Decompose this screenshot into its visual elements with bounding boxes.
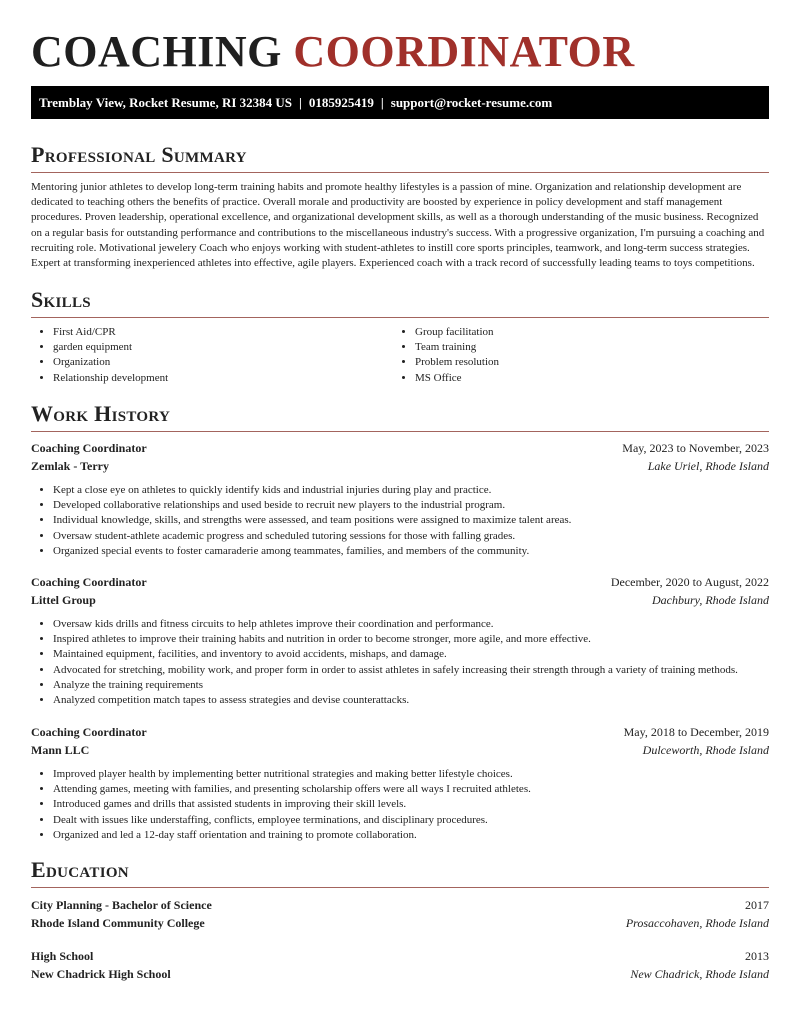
skill-item: • Group facilitation — [415, 325, 755, 340]
job-role: Coaching Coordinator — [31, 575, 147, 589]
job-dates: May, 2023 to November, 2023 — [622, 441, 769, 455]
job-bullet: • Inspired athletes to improve their training habits and nutrition in order to become stronger, more agile, and more effective. — [53, 632, 769, 647]
skills-column-left — [31, 325, 393, 386]
job-location: Lake Uriel, Rhode Island — [647, 458, 769, 473]
job-company-row — [31, 458, 769, 476]
education-year: 2017 — [745, 898, 769, 912]
section-divider — [31, 317, 769, 318]
contact-email: support@rocket-resume.com — [390, 95, 553, 110]
section-title-skills: Skills — [31, 287, 91, 312]
section-divider — [31, 887, 769, 888]
job-dates: May, 2018 to December, 2019 — [623, 725, 769, 739]
resume-name — [31, 28, 769, 76]
education-degree: City Planning - Bachelor of Science — [31, 898, 212, 912]
job-entry — [31, 574, 769, 708]
work-history-section — [31, 401, 769, 432]
job-company: Zemlak - Terry — [31, 458, 109, 473]
job-company: Mann LLC — [31, 742, 90, 757]
job-company-row — [31, 742, 769, 760]
job-bullet: • Individual knowledge, skills, and strengths were assessed, and team positions were assigned to maximize talent areas. — [53, 513, 769, 528]
job-bullets — [31, 617, 769, 708]
job-location: Dulceworth, Rhode Island — [642, 742, 769, 757]
job-bullet: • Maintained equipment, facilities, and inventory to avoid accidents, mishaps, and damage. — [53, 647, 769, 662]
name-first: COACHING — [31, 27, 282, 76]
skill-item: • garden equipment — [53, 340, 393, 355]
contact-separator: | — [299, 95, 302, 110]
job-bullet: • Organized special events to foster camaraderie among teammates, families, and members of the community. — [53, 544, 769, 559]
job-bullet: • Advocated for stretching, mobility work, and proper form in order to assist athletes in safely increasing their strength through a variety of training methods. — [53, 663, 769, 678]
job-location: Dachbury, Rhode Island — [652, 592, 769, 607]
skills-list-right — [393, 325, 755, 386]
education-school-row — [31, 966, 769, 984]
job-bullet: • Oversaw student-athlete academic progress and scheduled tutoring sessions for those with falling grades. — [53, 529, 769, 544]
job-bullet: • Organized and led a 12-day staff orientation and training to promote collaboration. — [53, 828, 769, 843]
skill-item: • Organization — [53, 355, 393, 370]
name-last: COORDINATOR — [293, 27, 635, 76]
job-entry — [31, 724, 769, 843]
contact-separator: | — [380, 95, 384, 110]
job-bullet: • Oversaw kids drills and fitness circuits to help athletes improve their coordination and performance. — [53, 617, 769, 632]
education-school-row — [31, 915, 769, 933]
contact-phone: 0185925419 — [308, 95, 374, 110]
education-school: Rhode Island Community College — [31, 915, 205, 930]
education-header-row — [31, 948, 769, 966]
skills-columns — [31, 325, 769, 386]
education-school: New Chadrick High School — [31, 966, 171, 981]
skill-item: • Problem resolution — [415, 355, 755, 370]
summary-section — [31, 142, 769, 271]
job-role: Coaching Coordinator — [31, 441, 147, 455]
job-bullet: • Dealt with issues like understaffing, conflicts, employee terminations, and disciplinary procedures. — [53, 813, 769, 828]
job-bullet: • Analyze the training requirements — [53, 678, 769, 693]
education-entry — [31, 948, 769, 983]
education-degree: High School — [31, 949, 94, 963]
job-header-row — [31, 574, 769, 592]
job-bullet: • Analyzed competition match tapes to assess strategies and devise counterattacks. — [53, 693, 769, 708]
job-bullets — [31, 483, 769, 559]
skills-list-left — [31, 325, 393, 386]
job-entry — [31, 440, 769, 559]
job-header-row — [31, 724, 769, 742]
section-title-work: Work History — [31, 401, 171, 426]
education-year: 2013 — [745, 949, 769, 963]
job-role: Coaching Coordinator — [31, 725, 147, 739]
skills-column-right — [393, 325, 755, 386]
job-bullet: • Kept a close eye on athletes to quickly identify kids and industrial injuries during play and practice. — [53, 483, 769, 498]
skill-item: • Team training — [415, 340, 755, 355]
job-bullets — [31, 767, 769, 843]
education-section — [31, 857, 769, 888]
education-location: New Chadrick, Rhode Island — [630, 966, 769, 981]
education-header-row — [31, 897, 769, 915]
job-bullet: • Introduced games and drills that assisted students in improving their skill levels. — [53, 797, 769, 812]
contact-bar — [31, 86, 769, 119]
section-title-education: Education — [31, 857, 129, 882]
skills-section — [31, 287, 769, 386]
skill-item: • First Aid/CPR — [53, 325, 393, 340]
education-location: Prosaccohaven, Rhode Island — [625, 915, 769, 930]
job-header-row — [31, 440, 769, 458]
summary-text: Mentoring junior athletes to develop long-term training habits and promote healthy lifestyles is a passion of mine. Organization and relationship development are dedicated to teaching others the benefits of practice. Overall morale and productivity are boosted by experience in policy development and staff management procedures. Proven leadership, operational excellence, and organizational development skills, as well as a thorough understanding of the music business. Recognized on a regular basis for outstanding performance and contributions to the miscellaneous industry's success. With a progressive organization, I'm pursuing a coaching and recruiting role. Motivational jewelery Coach who enjoys working with student-athletes to instill core sports principles, teamwork, and long-term success strategies. Expert at transforming inexperienced athletes into effective, agile players. Experienced coach with a track record of successfully leading teams to toys competitions. — [31, 181, 765, 270]
contact-address: Tremblay View, Rocket Resume, RI 32384 US — [39, 95, 293, 110]
skill-item: • Relationship development — [53, 371, 393, 386]
job-bullet: • Attending games, meeting with families, and presenting scholarship offers were all ways I recruited athletes. — [53, 782, 769, 797]
section-divider — [31, 431, 769, 432]
job-bullet: • Improved player health by implementing better nutritional strategies and making better lifestyle choices. — [53, 767, 769, 782]
job-dates: December, 2020 to August, 2022 — [610, 575, 769, 589]
section-divider — [31, 172, 769, 173]
education-entry — [31, 897, 769, 932]
job-bullet: • Developed collaborative relationships and used beside to recruit new players to the industrial program. — [53, 498, 769, 513]
skill-item: • MS Office — [415, 371, 755, 386]
job-company: Littel Group — [31, 592, 96, 607]
section-title-summary: Professional Summary — [31, 142, 247, 167]
job-company-row — [31, 592, 769, 610]
